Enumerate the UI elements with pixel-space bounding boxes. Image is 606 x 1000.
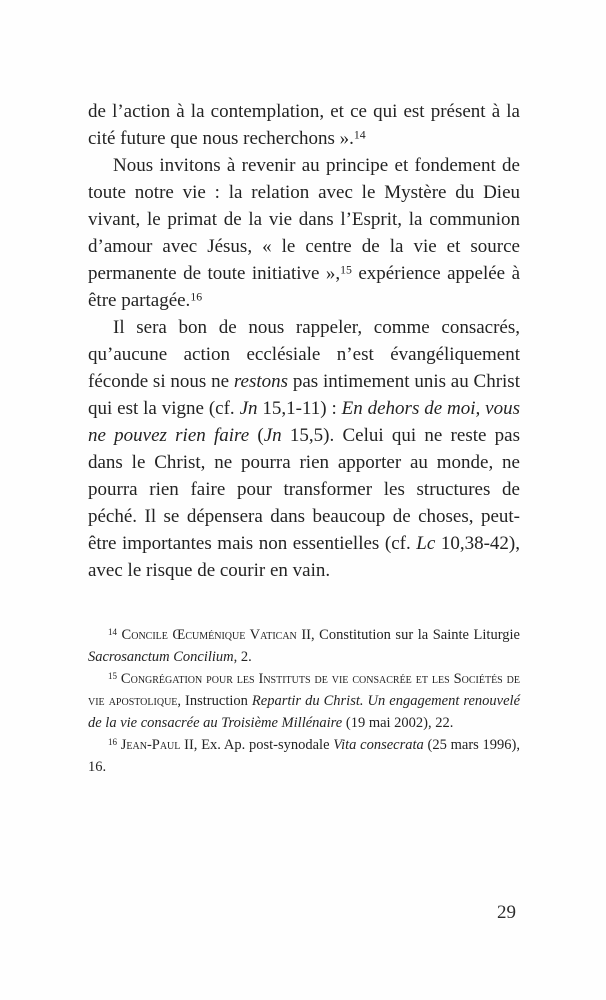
- footnote-16: $^{16}$ Jean-Paul II, Ex. Ap. post-synodale Vita consecrata (25 mars 1996), 16.: [88, 736, 521, 775]
- footnote-14: $^{14}$ Concile Œcuménique Vatican II, Constitution sur la Sainte Liturgie Sacrosanctum Concilium, 2.: [88, 626, 520, 665]
- footnote-15: $^{15}$ Congrégation pour les Instituts de vie consacrée et les Sociétés de vie apostolique, Instruction Repartir du Christ. Un engagement renouvelé de la vie consacrée au Troisième Millénaire (19 mai 2002), 22.: [88, 670, 521, 731]
- paragraph-2: Nous invitons à revenir au principe et fondement de toute notre vie : la relation avec le Mystère du Dieu vivant, le primat de la vie dans l’Esprit, la communion d’amour avec Jésus, « le centre de la vie et source permanente de toute initiative »,$^{15}$ expérience appelée à être partagée.$^{16}$: [88, 155, 520, 311]
- text-block: [88, 98, 520, 778]
- footnotes-section: [88, 624, 520, 778]
- paragraph-3: Il sera bon de nous rappeler, comme consacrés, qu’aucune action ecclésiale n’est évangéliquement féconde si nous ne restons pas intimement unis au Christ qui est la vigne (cf. Jn 15,1-11) : En dehors de moi, vous ne pouvez rien faire (Jn 15,5). Celui qui ne reste pas dans le Christ, ne pourra rien apporter au monde, ne pourra rien faire pour transformer les structures de péché. Il se dépensera dans beaucoup de choses, peut-être importantes mais non essentielles (cf. Lc 10,38-42), avec le risque de courir en vain.: [88, 317, 520, 581]
- paragraph-1: de l’action à la contemplation, et ce qui est présent à la cité future que nous recherchons ».$^{14}$: [88, 101, 520, 149]
- page-number: 29: [497, 902, 516, 923]
